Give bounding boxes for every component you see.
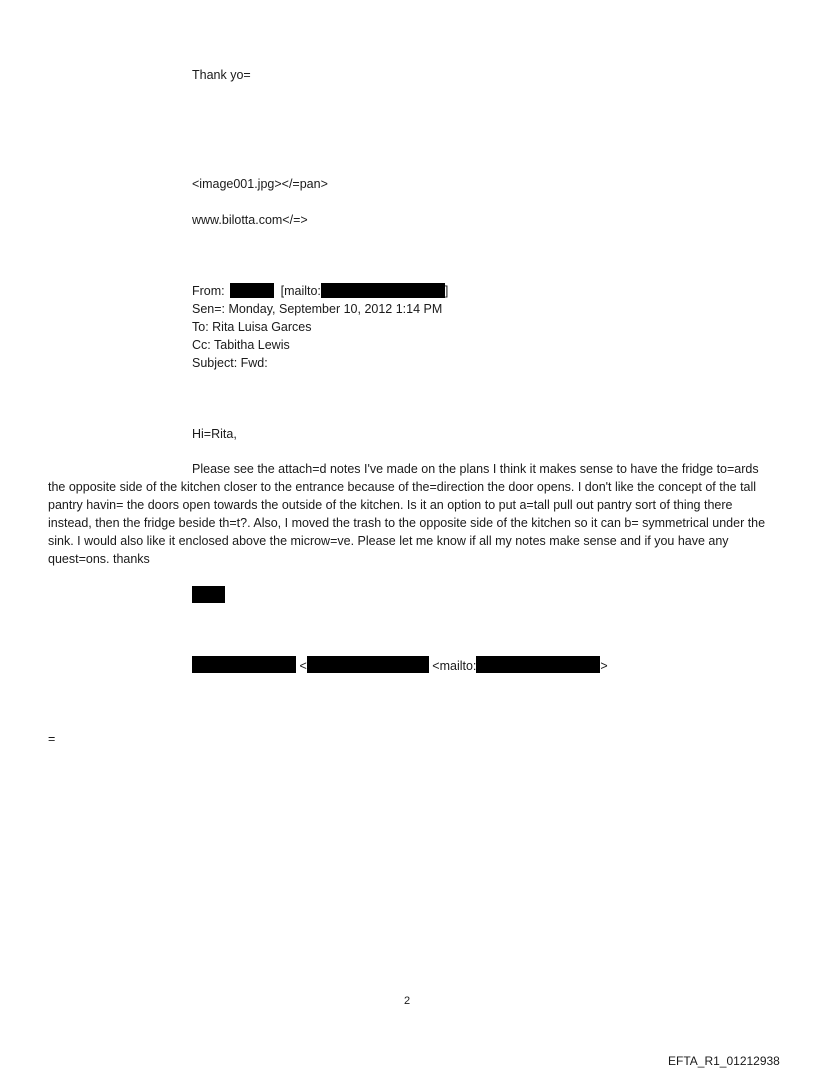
mailto-label: <mailto: bbox=[432, 659, 477, 673]
email-body: Please see the attach=d notes I've made on the plans I think it makes sense to have the fridge to=ards the opposite side of the kitchen closer to the entrance because of the=direction the door opens. I don't like the concept of the tall pantry havin= the doors open towards the outside of the kitchen. Is it an option to put a=tall pull out pantry sort of thing there instead, then the fridge beside th=t?. Also, I moved the trash to the opposite side of the kitchen so it can b= symmetrical under the sink. I would also like it enclosed above the microw=ve. Please let me know if all my notes make sense and if you have any quest=ons. thanks bbox=[48, 462, 766, 566]
signature-contact-line bbox=[192, 656, 608, 675]
subject-line: Subject: Fwd: bbox=[192, 356, 268, 370]
gt-bracket: > bbox=[600, 659, 608, 673]
website-line: www.bilotta.com</=> bbox=[192, 213, 308, 227]
page-number: 2 bbox=[404, 995, 411, 1007]
greeting-line: Hi=Rita, bbox=[192, 427, 237, 441]
lt-bracket: < bbox=[299, 659, 307, 673]
redaction-box bbox=[230, 283, 274, 298]
bates-number: EFTA_R1_01212938 bbox=[668, 1054, 780, 1068]
signature-redaction bbox=[192, 586, 225, 603]
mailto-suffix: ] bbox=[444, 284, 449, 298]
from-label: From: bbox=[192, 284, 225, 298]
redaction-box bbox=[307, 656, 429, 673]
equals-line: = bbox=[48, 732, 56, 746]
to-line: To: Rita Luisa Garces bbox=[192, 320, 312, 334]
thank-you-line: Thank yo= bbox=[192, 68, 251, 82]
redaction-box bbox=[476, 656, 600, 673]
redaction-box bbox=[192, 656, 296, 673]
mailto-prefix: [mailto: bbox=[280, 284, 321, 298]
redaction-box bbox=[321, 283, 445, 298]
from-line bbox=[192, 282, 448, 300]
image-reference: <image001.jpg></=pan> bbox=[192, 177, 328, 191]
sent-line: Sen=: Monday, September 10, 2012 1:14 PM bbox=[192, 302, 443, 316]
cc-line: Cc: Tabitha Lewis bbox=[192, 338, 290, 352]
